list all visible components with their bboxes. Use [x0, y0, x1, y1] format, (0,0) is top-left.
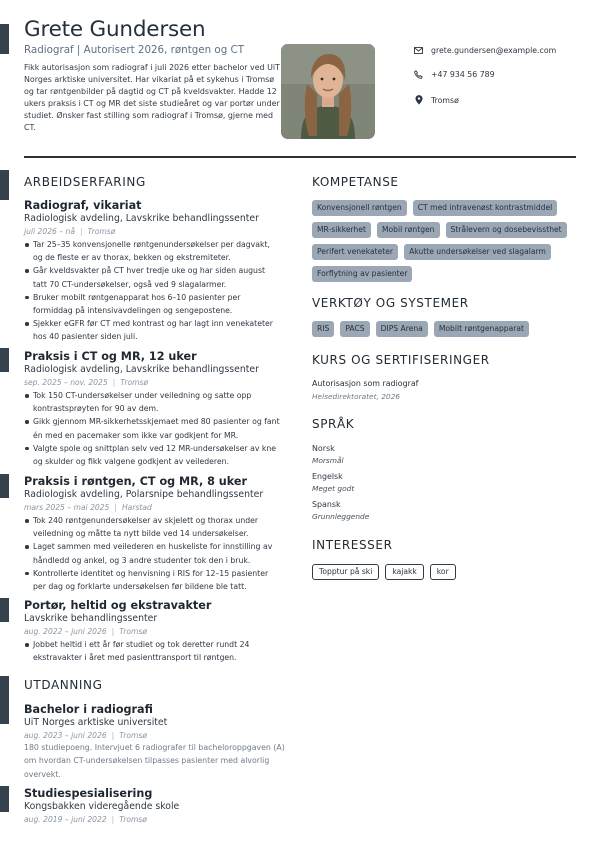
job-meta	[24, 503, 152, 512]
language-name: Norsk	[312, 444, 335, 453]
resume-header	[24, 16, 280, 135]
tool-tag: PACS	[340, 321, 369, 337]
meta-separator: |	[111, 627, 115, 636]
skill-tag: Strålevern og dosebevissthet	[446, 222, 567, 238]
interest-tag: kajakk	[385, 564, 423, 580]
accent-bar-education	[0, 676, 9, 700]
job-dates: juli 2026 – nå	[24, 227, 75, 236]
education-meta	[24, 731, 147, 740]
job-organization: Lavskrike behandlingssenter	[24, 613, 158, 624]
job-place: Tromsø	[120, 378, 149, 387]
job-bullets	[24, 238, 280, 344]
job-bullets	[24, 514, 280, 593]
job-organization: Radiologisk avdeling, Polarsnipe behandlingssenter	[24, 489, 264, 500]
section-title-tools: VERKTØY OG SYSTEMER	[312, 296, 469, 310]
job-meta	[24, 227, 115, 236]
education-dates: aug. 2023 – juni 2026	[24, 731, 107, 740]
job-title: Praksis i røntgen, CT og MR, 8 uker	[24, 475, 248, 488]
meta-separator: |	[112, 378, 116, 387]
skill-tag: CT med intravenøst kontrastmiddel	[413, 200, 558, 216]
education-description: 180 studiepoeng. Intervjuet 6 radiografer til bacheloroppgaven (A) om hvordan CT-undersøkelsen tilpasses pasienter med alvorlig overvekt.	[24, 743, 285, 779]
tool-tag: Mobilt røntgenapparat	[434, 321, 529, 337]
accent-bar-job-2	[0, 348, 9, 372]
list-item: Valgte spole og snittplan selv ved 12 MR-undersøkelser av kne og skulder og fikk valgene godkjent av veilederen.	[24, 442, 280, 468]
job-dates: sep. 2025 – nov. 2025	[24, 378, 108, 387]
education-place: Tromsø	[119, 815, 148, 824]
header-divider	[24, 156, 576, 158]
skill-tag: Akutte undersøkelser ved slagalarm	[404, 244, 551, 260]
education-title: Studiespesialisering	[24, 787, 153, 800]
skill-tag: Perifert venekateter	[312, 244, 398, 260]
course-name: Autorisasjon som radiograf	[312, 379, 419, 388]
skill-tag: Konvensjonell røntgen	[312, 200, 407, 216]
list-item: Sjekker eGFR før CT med kontrast og har lagt inn venekateter hos 40 pasienter siden juli.	[24, 317, 280, 343]
phone-icon	[414, 69, 423, 79]
skills-tags	[312, 200, 580, 282]
education-title: Bachelor i radiografi	[24, 703, 153, 716]
meta-separator: |	[111, 731, 115, 740]
job-bullets	[24, 389, 280, 468]
contact-email-row[interactable]	[414, 44, 556, 56]
education-dates: aug. 2019 – juni 2022	[24, 815, 107, 824]
job-place: Tromsø	[87, 227, 116, 236]
meta-separator: |	[79, 227, 83, 236]
list-item: Tar 25–35 konvensjonelle røntgenundersøkelser per dagvakt, og de fleste er av thorax, bekken og ekstremiteter.	[24, 238, 280, 264]
section-title-experience: ARBEIDSERFARING	[24, 175, 146, 189]
job-place: Harstad	[121, 503, 152, 512]
map-pin-icon	[414, 95, 423, 105]
job-organization: Radiologisk avdeling, Lavskrike behandlingssenter	[24, 364, 259, 375]
profile-photo	[281, 44, 375, 139]
list-item: Jobbet heltid i ett år før studiet og tok deretter rundt 24 ekstravakter i året med pasienttransport til røntgen.	[24, 638, 280, 664]
accent-bar-job-4	[0, 598, 9, 622]
accent-bar-edu-1	[0, 700, 9, 724]
envelope-icon	[414, 45, 423, 55]
contact-location-row	[414, 94, 459, 106]
skill-tag: Mobil røntgen	[377, 222, 440, 238]
language-level: Grunnleggende	[312, 512, 370, 521]
profile-summary: Fikk autorisasjon som radiograf i juli 2026 etter bachelor ved UiT Norges arktiske universitet. Har vikariat på et sykehus i Tromsø og tar røntgenbilder på dagtid og CT på kveldsvakter. Hadde 12 ukers praksis i CT og MR det siste studieåret og var portør under studiet. Ønsker fast stilling som radiograf i Tromsø, gjerne med CT.	[24, 63, 280, 133]
education-place: Tromsø	[119, 731, 148, 740]
interest-tags	[312, 564, 580, 580]
contact-email[interactable]: grete.gundersen@example.com	[431, 45, 557, 55]
skill-tag: Forflytning av pasienter	[312, 266, 412, 282]
tool-tag: DIPS Arena	[376, 321, 428, 337]
job-dates: mars 2025 – mai 2025	[24, 503, 110, 512]
job-title: Portør, heltid og ekstravakter	[24, 599, 212, 612]
education-meta	[24, 815, 147, 824]
section-title-languages: SPRÅK	[312, 417, 355, 431]
section-title-education: UTDANNING	[24, 678, 103, 692]
language-name: Spansk	[312, 500, 341, 509]
section-title-courses: KURS OG SERTIFISERINGER	[312, 353, 490, 367]
job-organization: Radiologisk avdeling, Lavskrike behandlingssenter	[24, 213, 259, 224]
list-item: Laget sammen med veilederen en huskeliste for innstilling av håndledd og ankel, og 3 andre studenter tok den i bruk.	[24, 540, 280, 566]
course-issuer: Helsedirektoratet, 2026	[312, 392, 401, 401]
job-dates: aug. 2022 – juni 2026	[24, 627, 107, 636]
meta-separator: |	[114, 503, 117, 512]
accent-bar-experience	[0, 170, 9, 200]
skill-tag: MR-sikkerhet	[312, 222, 371, 238]
job-meta	[24, 378, 148, 387]
section-title-interests: INTERESSER	[312, 538, 393, 552]
list-item: Går kveldsvakter på CT hver tredje uke og har siden august tatt 70 CT-undersøkelser, også ved 9 slagalarmer.	[24, 264, 280, 290]
candidate-name: Grete Gundersen	[24, 17, 206, 42]
contact-phone-row[interactable]	[414, 68, 495, 80]
list-item: Bruker mobilt røntgenapparat hos 6–10 pasienter per formiddag på intensivavdelingen og sengepostene.	[24, 291, 280, 317]
accent-bar-header	[0, 24, 9, 54]
education-institution: Kongsbakken videregående skole	[24, 801, 180, 812]
list-item: Tok 240 røntgenundersøkelser av skjelett og thorax under veiledning og måtte ta nytt bilde ved 14 undersøkelser.	[24, 514, 280, 540]
tools-tags	[312, 321, 580, 337]
education-institution: UiT Norges arktiske universitet	[24, 717, 168, 728]
language-level: Meget godt	[312, 484, 355, 493]
job-bullets	[24, 638, 280, 664]
interest-tag: kor	[430, 564, 456, 580]
section-title-skills: KOMPETANSE	[312, 175, 399, 189]
accent-bar-edu-2	[0, 786, 9, 812]
candidate-subtitle: Radiograf | Autorisert 2026, røntgen og CT	[24, 44, 245, 56]
contact-phone[interactable]: +47 934 56 789	[431, 69, 495, 79]
tool-tag: RIS	[312, 321, 334, 337]
accent-bar-job-3	[0, 474, 9, 498]
language-level: Morsmål	[312, 456, 344, 465]
job-title: Radiograf, vikariat	[24, 199, 142, 212]
language-name: Engelsk	[312, 472, 343, 481]
list-item: Tok 150 CT-undersøkelser under veiledning og satte opp kontrastsprøyten for 90 av dem.	[24, 389, 280, 415]
job-place: Tromsø	[119, 627, 148, 636]
job-title: Praksis i CT og MR, 12 uker	[24, 350, 197, 363]
job-meta	[24, 627, 147, 636]
list-item: Gikk gjennom MR-sikkerhetsskjemaet med 80 pasienter og fant én med en pacemaker som ikke var godkjent for MR.	[24, 415, 280, 441]
interest-tag: Topptur på ski	[312, 564, 379, 580]
list-item: Kontrollerte identitet og henvisning i RIS for 12–15 pasienter per dag og forklarte undersøkelsen før bildene ble tatt.	[24, 567, 280, 593]
meta-separator: |	[111, 815, 115, 824]
contact-location: Tromsø	[431, 95, 459, 105]
